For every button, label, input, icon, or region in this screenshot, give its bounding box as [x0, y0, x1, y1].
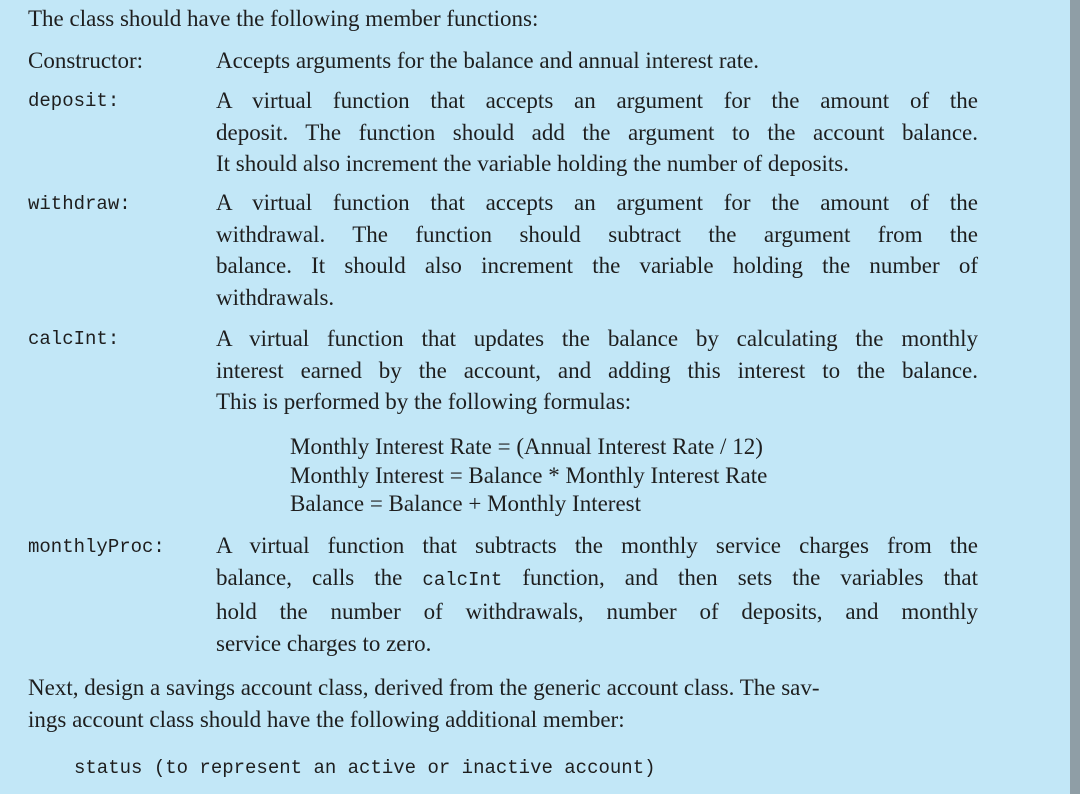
term-calcint: calcInt: — [28, 328, 120, 350]
formula-balance: Balance = Balance + Monthly Interest — [290, 491, 642, 516]
desc-line: It should also increment the variable holding the number of deposits. — [216, 151, 849, 176]
desc-line: A virtual function that accepts an argument for the amount of the — [216, 190, 978, 215]
desc-line: withdrawal. The function should subtract the argument from the — [216, 221, 978, 247]
desc-line: withdrawals. — [216, 284, 335, 310]
desc-line: A virtual function that subtracts the monthly service charges from the — [216, 533, 978, 558]
status-member-code: status (to represent an active or inactive account) — [74, 757, 656, 779]
desc-text: balance, calls the — [216, 564, 403, 590]
desc-line: This is performed by the following formulas: — [216, 389, 632, 414]
term-withdraw: withdraw: — [28, 193, 131, 215]
desc-line: deposit. The function should add the argument to the account balance. — [216, 119, 978, 145]
desc-calcint — [216, 323, 978, 418]
inline-code-calcint: calcInt — [422, 568, 503, 591]
term-monthlyproc: monthlyProc: — [28, 536, 165, 558]
desc-line: A virtual function that accepts an argument for the amount of the — [216, 88, 978, 113]
desc-line: interest earned by the account, and adding this interest to the balance. — [216, 357, 978, 383]
formula-monthly-rate: Monthly Interest Rate = (Annual Interest Rate / 12) — [290, 434, 763, 459]
right-margin-rule — [1070, 0, 1080, 794]
desc-withdraw — [216, 187, 978, 313]
desc-line: hold the number of withdrawals, number of deposits, and monthly — [216, 599, 978, 624]
desc-text: function, and then sets the variables that — [522, 564, 978, 590]
term-deposit: deposit: — [28, 90, 120, 112]
desc-constructor — [216, 45, 978, 77]
formula-monthly-interest: Monthly Interest = Balance * Monthly Interest Rate — [290, 463, 768, 488]
desc-monthlyproc — [216, 530, 978, 659]
desc-line-with-code — [216, 562, 978, 597]
term-constructor: Constructor: — [28, 48, 143, 73]
intro-text: The class should have the following member functions: — [28, 6, 539, 31]
desc-deposit — [216, 85, 978, 180]
paragraph-line: ings account class should have the following additional member: — [28, 707, 625, 732]
paragraph-line: Next, design a savings account class, derived from the generic account class. The sav- — [28, 675, 820, 700]
savings-paragraph — [28, 672, 980, 736]
desc-line: service charges to zero. — [216, 630, 432, 656]
desc-line: balance. It should also increment the variable holding the number of — [216, 253, 978, 278]
desc-line: Accepts arguments for the balance and annual interest rate. — [216, 48, 760, 73]
desc-line: A virtual function that updates the balance by calculating the monthly — [216, 326, 978, 351]
